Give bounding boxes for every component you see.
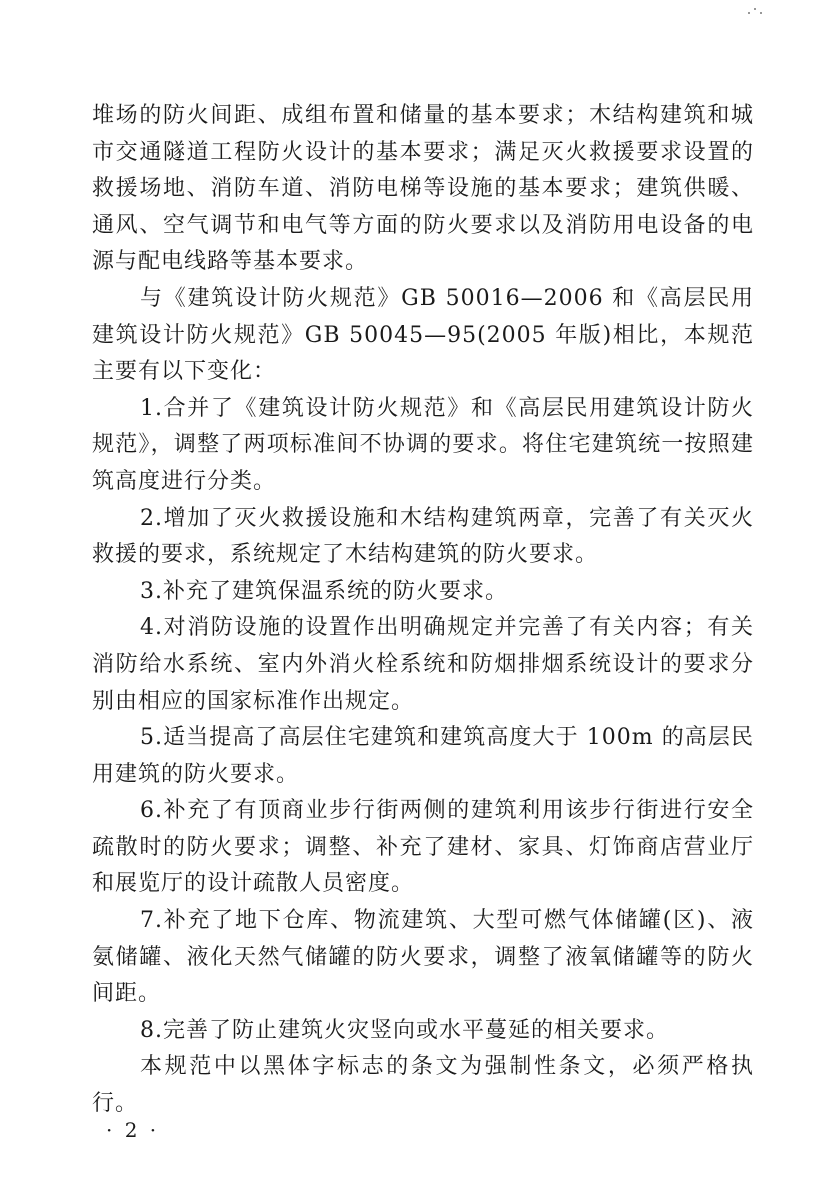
paragraph-change-5: 5.适当提高了高层住宅建筑和建筑高度大于 100m 的高层民用建筑的防火要求。: [92, 725, 754, 787]
paragraph-change-8: 8.完善了防止建筑火灾竖向或水平蔓延的相关要求。: [140, 1017, 669, 1043]
paragraph-change-4: 4.对消防设施的设置作出明确规定并完善了有关内容；有关消防给水系统、室内外消火栓系统和防烟排烟系统设计的要求分别由相应的国家标准作出规定。: [92, 615, 754, 714]
page-number: · 2 ·: [106, 1118, 160, 1142]
paragraph-mandatory-note: 本规范中以黑体字标志的条文为强制性条文，必须严格执行。: [92, 1054, 754, 1117]
paragraph-change-2: 2.增加了灭火救援设施和木结构建筑两章，完善了有关灭火救援的要求，系统规定了木结构建筑的防火要求。: [92, 505, 754, 568]
paragraph-comparison-intro: 与《建筑设计防火规范》GB 50016—2006 和《高层民用建筑设计防火规范》GB 50045—95(2005 年版)相比，本规范主要有以下变化：: [92, 285, 754, 385]
document-body: [92, 98, 754, 1123]
paragraph-change-7: 7.补充了地下仓库、物流建筑、大型可燃气体储罐(区)、液氨储罐、液化天然气储罐的防火要求，调整了液氧储罐等的防火间距。: [92, 908, 754, 1007]
paragraph-change-3: 3.补充了建筑保温系统的防火要求。: [140, 578, 508, 604]
paragraph-change-6: 6.补充了有顶商业步行街两侧的建筑利用该步行街进行安全疏散时的防火要求；调整、补充了建材、家具、灯饰商店营业厅和展览厅的设计疏散人员密度。: [92, 798, 754, 897]
paragraph-scope-continued: 堆场的防火间距、成组布置和储量的基本要求；木结构建筑和城市交通隧道工程防火设计的基本要求；满足灭火救援要求设置的救援场地、消防车道、消防电梯等设施的基本要求；建筑供暖、通风、空气调节和电气等方面的防火要求以及消防用电设备的电源与配电线路等基本要求。: [92, 103, 754, 275]
paragraph-change-1: 1.合并了《建筑设计防火规范》和《高层民用建筑设计防火规范》，调整了两项标准间不协调的要求。将住宅建筑统一按照建筑高度进行分类。: [92, 395, 754, 494]
